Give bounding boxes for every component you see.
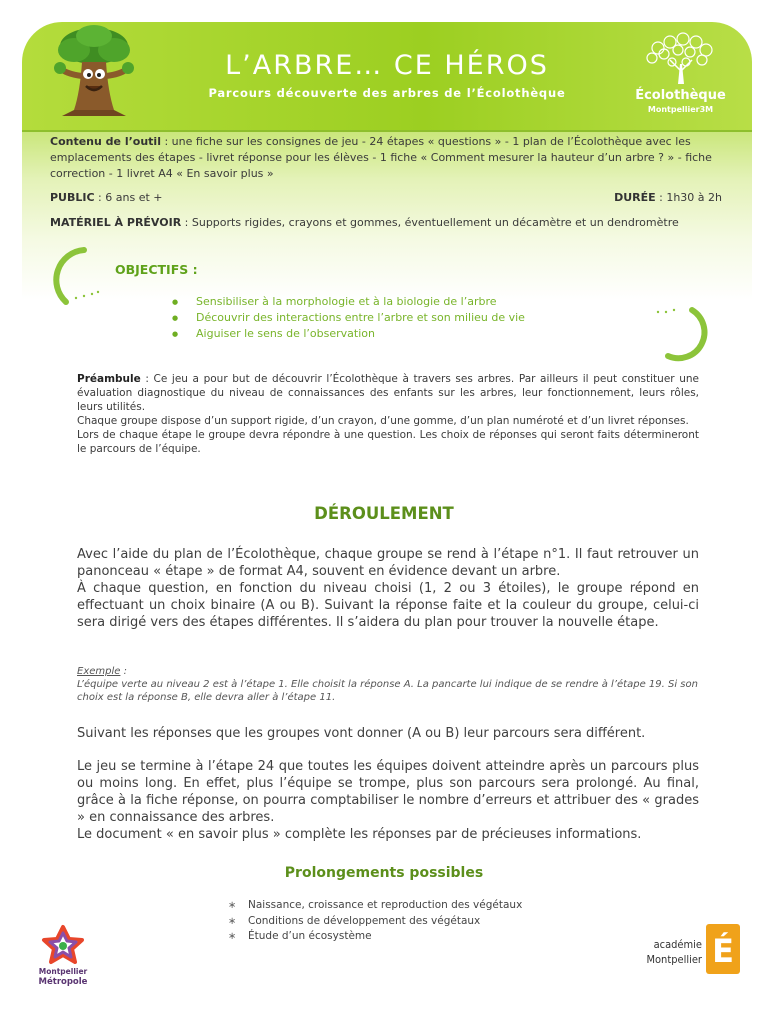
contenu-text: : une fiche sur les consignes de jeu - 24 étapes « questions » - 1 plan de l’Écolothèque avec les emplacements des étapes - livret réponse pour les élèves - 1 fiche « Comment mesurer la hauteur d’un arbre ? » - fiche correction - 1 livret A4 « En savoir plus » [50, 135, 712, 180]
decorative-arc-right-icon [648, 300, 714, 366]
ecolotheque-logo [628, 30, 733, 118]
page-title: L’ARBRE… CE HÉROS [225, 50, 549, 81]
public-label: PUBLIC [50, 191, 95, 204]
exemple-heading [77, 665, 699, 678]
list-item: ● Découvrir des interactions entre l’arbre et son milieu de vie [172, 310, 525, 326]
list-item: ● Sensibiliser à la morphologie et à la biologie de l’arbre [172, 294, 525, 310]
materiel-value: : Supports rigides, crayons et gommes, éventuellement un décamètre et un dendromètre [181, 216, 679, 229]
duree-value: : 1h30 à 2h [655, 191, 722, 204]
deroulement-p1a: Avec l’aide du plan de l’Écolothèque, chaque groupe se rend à l’étape n°1. Il faut retrouver un panonceau « étape » de format A4, souvent en évidence devant un arbre. [77, 547, 699, 579]
deroulement-p1b: À chaque question, en fonction du niveau choisi (1, 2 ou 3 étoiles), le groupe répond en effectuant un choix binaire (A ou B). Suivant la réponse faite et la couleur du groupe, celui-ci sera dirigé vers des étapes différentes. Il s’aidera du plan pour trouver la nouvelle étape. [77, 581, 699, 630]
preambule-para-1 [77, 372, 699, 414]
list-item: ∗ Naissance, croissance et reproduction des végétaux [228, 898, 522, 914]
objectifs-heading: OBJECTIFS : [115, 262, 198, 277]
metro-line-2: Métropole [38, 977, 88, 987]
public-line [50, 190, 163, 206]
prolongements-list [228, 898, 522, 945]
preambule-para-2: Chaque groupe dispose d’un support rigide, d’un crayon, d’une gomme, d’un plan numéroté et d’un livret réponses. [77, 415, 689, 427]
prolongements-heading: Prolongements possibles [284, 865, 484, 881]
deroulement-para-1 [77, 546, 699, 631]
montpellier-metropole-logo [28, 924, 98, 992]
preambule-label: Préambule [77, 373, 141, 385]
deroulement-para-3 [77, 758, 699, 843]
materiel-line [50, 215, 679, 231]
deroulement-heading: DÉROULEMENT [314, 504, 454, 523]
tree-mascot-icon [52, 22, 136, 118]
exemple-text: L’équipe verte au niveau 2 est à l’étape 1. Elle choisit la réponse A. La pancarte lui indique de se rendre à l’étape 19. Si son choix est la réponse B, elle devra aller à l’étape 11. [77, 679, 698, 703]
ecolotheque-sub: Montpellier3M [647, 105, 714, 114]
acad-e-badge: É [706, 924, 740, 974]
materiel-label: MATÉRIEL À PRÉVOIR [50, 216, 182, 229]
metro-line-1: Montpellier [38, 967, 88, 976]
public-value: : 6 ans et + [94, 191, 163, 204]
exemple-colon: : [120, 666, 127, 677]
page-subtitle: Parcours découverte des arbres de l’Écolothèque [208, 86, 566, 100]
info-divider [22, 130, 752, 132]
duree-line [614, 190, 722, 206]
tree-outline-icon [628, 30, 733, 88]
acad-line-1: académie [653, 938, 702, 951]
deroulement-p3b: Le document « en savoir plus » complète les réponses par de précieuses informations. [77, 827, 642, 842]
star-logo-icon [28, 924, 98, 966]
contenu-line [50, 134, 745, 182]
acad-line-2: Montpellier [646, 953, 702, 966]
contenu-label: Contenu de l’outil [50, 135, 161, 148]
exemple-block [77, 665, 699, 704]
list-item: ∗ Conditions de développement des végétaux [228, 914, 522, 930]
list-item: ∗ Étude d’un écosystème [228, 929, 522, 945]
duree-label: DURÉE [614, 191, 656, 204]
deroulement-para-2: Suivant les réponses que les groupes vont donner (A ou B) leur parcours sera différent. [77, 726, 646, 741]
academie-montpellier-logo [646, 920, 746, 980]
decorative-arc-left-icon [48, 244, 120, 316]
list-item: ● Aiguiser le sens de l’observation [172, 326, 525, 342]
ecolotheque-name: Écolothèque [635, 88, 726, 103]
objectifs-list [172, 294, 525, 342]
preambule-block [77, 372, 699, 456]
info-panel [22, 130, 752, 240]
deroulement-p3a: Le jeu se termine à l’étape 24 que toutes les équipes doivent atteindre après un parcours plus ou moins long. En effet, plus l’équipe se trompe, plus son parcours sera prolongé. Au final, grâce à la fiche réponse, on pourra comptabiliser le nombre d’erreurs et attribuer des « grades » en connaissance des arbres. [77, 759, 699, 825]
preambule-text-1: : Ce jeu a pour but de découvrir l’Écolothèque à travers ses arbres. Par ailleurs il peut constituer une évaluation diagnostique du niveau de connaissances des enfants sur les arbres, leur fonctionnement, leurs rôles, leurs utilités. [77, 373, 699, 413]
exemple-label: Exemple [77, 666, 121, 677]
preambule-para-3: Lors de chaque étape le groupe devra répondre à une question. Les choix de réponses qui seront faits détermineront le parcours de l’équipe. [77, 429, 699, 455]
